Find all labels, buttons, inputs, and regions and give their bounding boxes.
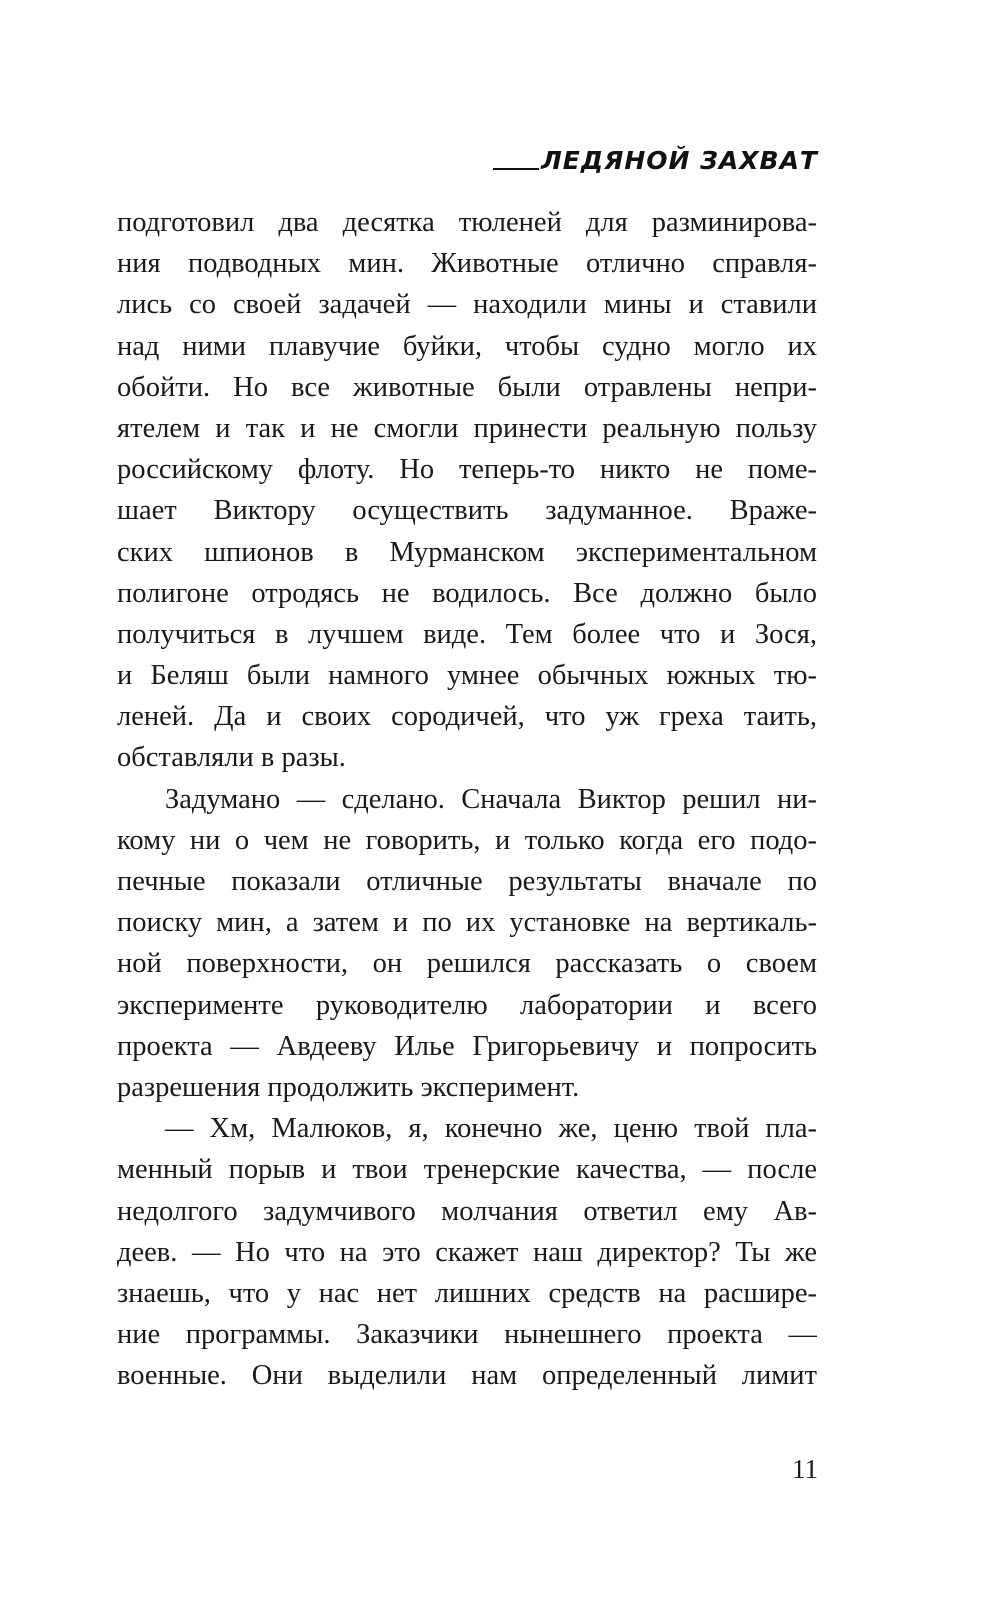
text-line: обойти. Но все животные были отравлены непри- xyxy=(117,371,817,403)
page-number: 11 xyxy=(792,1454,818,1484)
text-line: деев. — Но что на это скажет наш директор? Ты же xyxy=(117,1236,817,1268)
text-line: лись со своей задачей — находили мины и ставили xyxy=(117,289,817,321)
text-line: разрешения продолжить эксперимент. xyxy=(117,1071,580,1103)
text-line: обставляли в разы. xyxy=(117,742,346,774)
text-line: эксперименте руководителю лаборатории и всего xyxy=(117,989,817,1021)
text-line: леней. Да и своих сородичей, что уж греха таить, xyxy=(117,701,817,733)
text-line: проекта — Авдееву Илье Григорьевичу и попросить xyxy=(117,1030,817,1062)
text-line: недолгого задумчивого молчания ответил ему Ав- xyxy=(117,1195,817,1227)
body-text xyxy=(117,202,817,1396)
text-line: печные показали отличные результаты вначале по xyxy=(117,866,817,897)
text-line: знаешь, что у нас нет лишних средств на расшире- xyxy=(117,1277,817,1309)
text-line: кому ни о чем не говорить, и только когда его подо- xyxy=(117,824,817,856)
text-line: — Хм, Малюков, я, конечно же, ценю твой пла- xyxy=(165,1113,817,1145)
text-line: и Беляш были намного умнее обычных южных тю- xyxy=(117,660,817,692)
text-line: военные. Они выделили нам определенный лимит xyxy=(117,1360,817,1392)
text-line: шает Виктору осуществить задуманное. Враже- xyxy=(117,495,817,527)
text-line: ния подводных мин. Животные отлично справля- xyxy=(117,248,817,280)
text-line: поиску мин, а затем и по их установке на вертикаль- xyxy=(117,907,817,939)
text-line: ние программы. Заказчики нынешнего проекта — xyxy=(117,1319,817,1351)
text-line: ских шпионов в Мурманском экспериментальном xyxy=(117,536,817,568)
text-line: менный порыв и твои тренерские качества, — после xyxy=(117,1154,817,1186)
text-line: ной поверхности, он решился рассказать о своем xyxy=(117,948,817,980)
running-head xyxy=(493,143,818,177)
text-line: над ними плавучие буйки, чтобы судно могло их xyxy=(117,330,817,362)
running-head-title: ЛЕДЯНОЙ ЗАХВАТ xyxy=(540,145,818,175)
text-line: ятелем и так и не смогли принести реальную пользу xyxy=(117,412,817,444)
text-line: российскому флоту. Но теперь-то никто не поме- xyxy=(117,454,817,486)
text-line: подготовил два десятка тюленей для разминирова- xyxy=(117,207,817,238)
text-line: Задумано — сделано. Сначала Виктор решил ни- xyxy=(165,783,817,815)
running-head-rule xyxy=(493,168,539,170)
text-line: получиться в лучшем виде. Тем более что и Зося, xyxy=(117,618,817,650)
text-line: полигоне отродясь не водилось. Все должно было xyxy=(117,577,817,609)
